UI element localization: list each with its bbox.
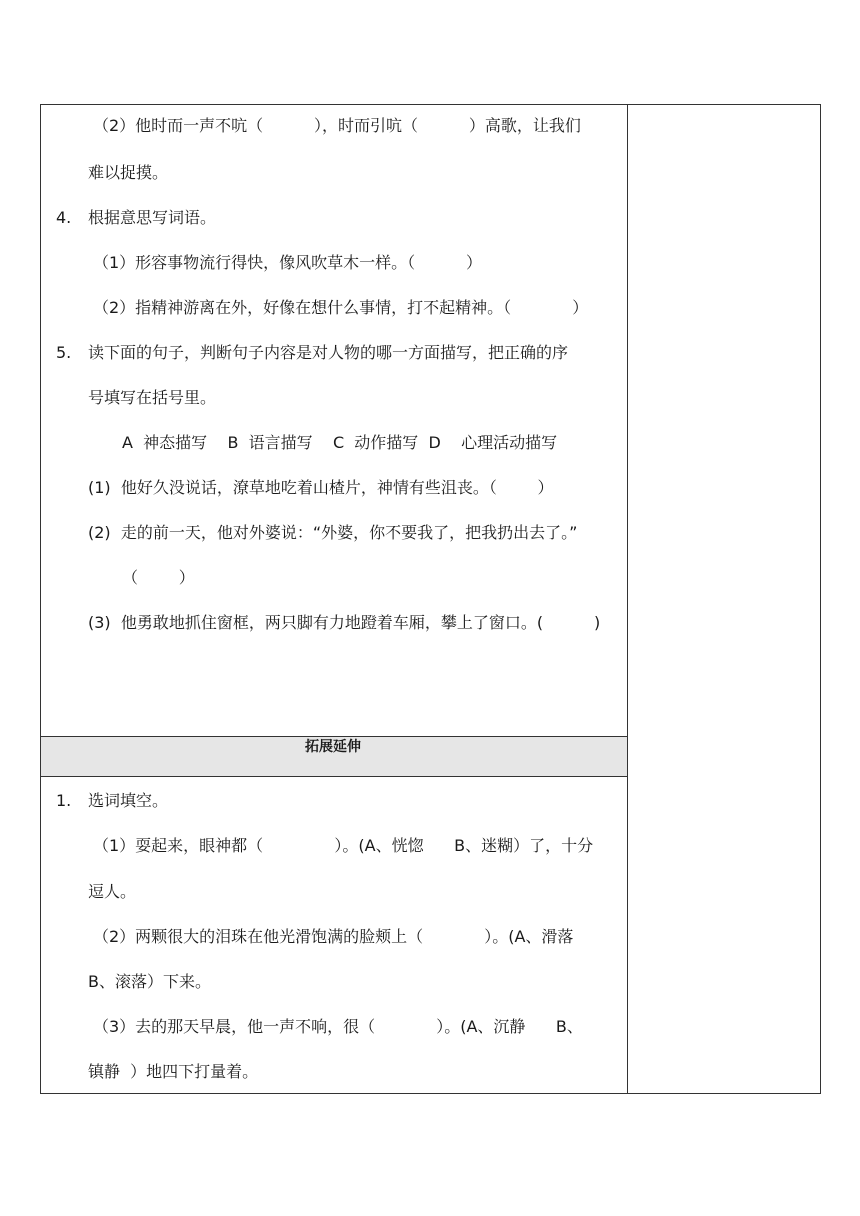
q1-item2-line1: （2）两颗很大的泪珠在他光滑饱满的脸颊上（ ）。(A、滑落 [93, 927, 574, 946]
q1-item3-line1: （3）去的那天早晨，他一声不响，很（ ）。(A、沉静 B、 [93, 1017, 583, 1036]
question-title: 选词填空。 [88, 791, 169, 810]
q4-item1: （1）形容事物流行得快，像风吹草木一样。（ ） [93, 253, 483, 272]
section-header-bottom-border [40, 776, 628, 777]
q3-item2-line2: 难以捉摸。 [88, 163, 169, 182]
q4-item2: （2）指精神游离在外，好像在想什么事情，打不起精神。（ ） [93, 298, 589, 317]
q5-item1: (1) 他好久没说话，潦草地吃着山楂片，神情有些沮丧。（ ） [88, 478, 554, 497]
question-title-continued: 号填写在括号里。 [88, 388, 217, 407]
q5-item3: (3) 他勇敢地抓住窗框，两只脚有力地蹬着车厢，攀上了窗口。( ) [88, 613, 601, 632]
q1-item1-line1: （1）耍起来，眼神都（ ）。(A、恍惚 B、迷糊）了，十分 [93, 836, 594, 855]
section-header-title: 拓展延伸 [305, 739, 361, 755]
table-border-left [40, 104, 41, 1094]
q1-item1-line2: 逗人。 [88, 882, 137, 901]
question-title: 根据意思写词语。 [88, 208, 217, 227]
table-border-bottom [40, 1093, 821, 1094]
table-border-right [820, 104, 821, 1094]
table-border-top [40, 104, 821, 105]
q5-item2-line1: (2) 走的前一天，他对外婆说：“外婆，你不要我了，把我扔出去了。” [88, 523, 578, 542]
q5-item2-line2: （ ） [122, 568, 195, 587]
answer-options: A 神态描写 B 语言描写 C 动作描写 D 心理活动描写 [122, 433, 558, 452]
q3-item2-line1: （2）他时而一声不吭（ ），时而引吭（ ）高歌，让我们 [93, 116, 581, 135]
question-number: 1. [56, 791, 72, 810]
question-title: 读下面的句子，判断句子内容是对人物的哪一方面描写，把正确的序 [88, 343, 569, 362]
question-number: 5. [56, 343, 72, 362]
table-column-divider [627, 104, 628, 1094]
question-number: 4. [56, 208, 72, 227]
q1-item2-line2: B、滚落）下来。 [88, 972, 211, 991]
q1-item3-line2: 镇静 ）地四下打量着。 [88, 1062, 259, 1081]
